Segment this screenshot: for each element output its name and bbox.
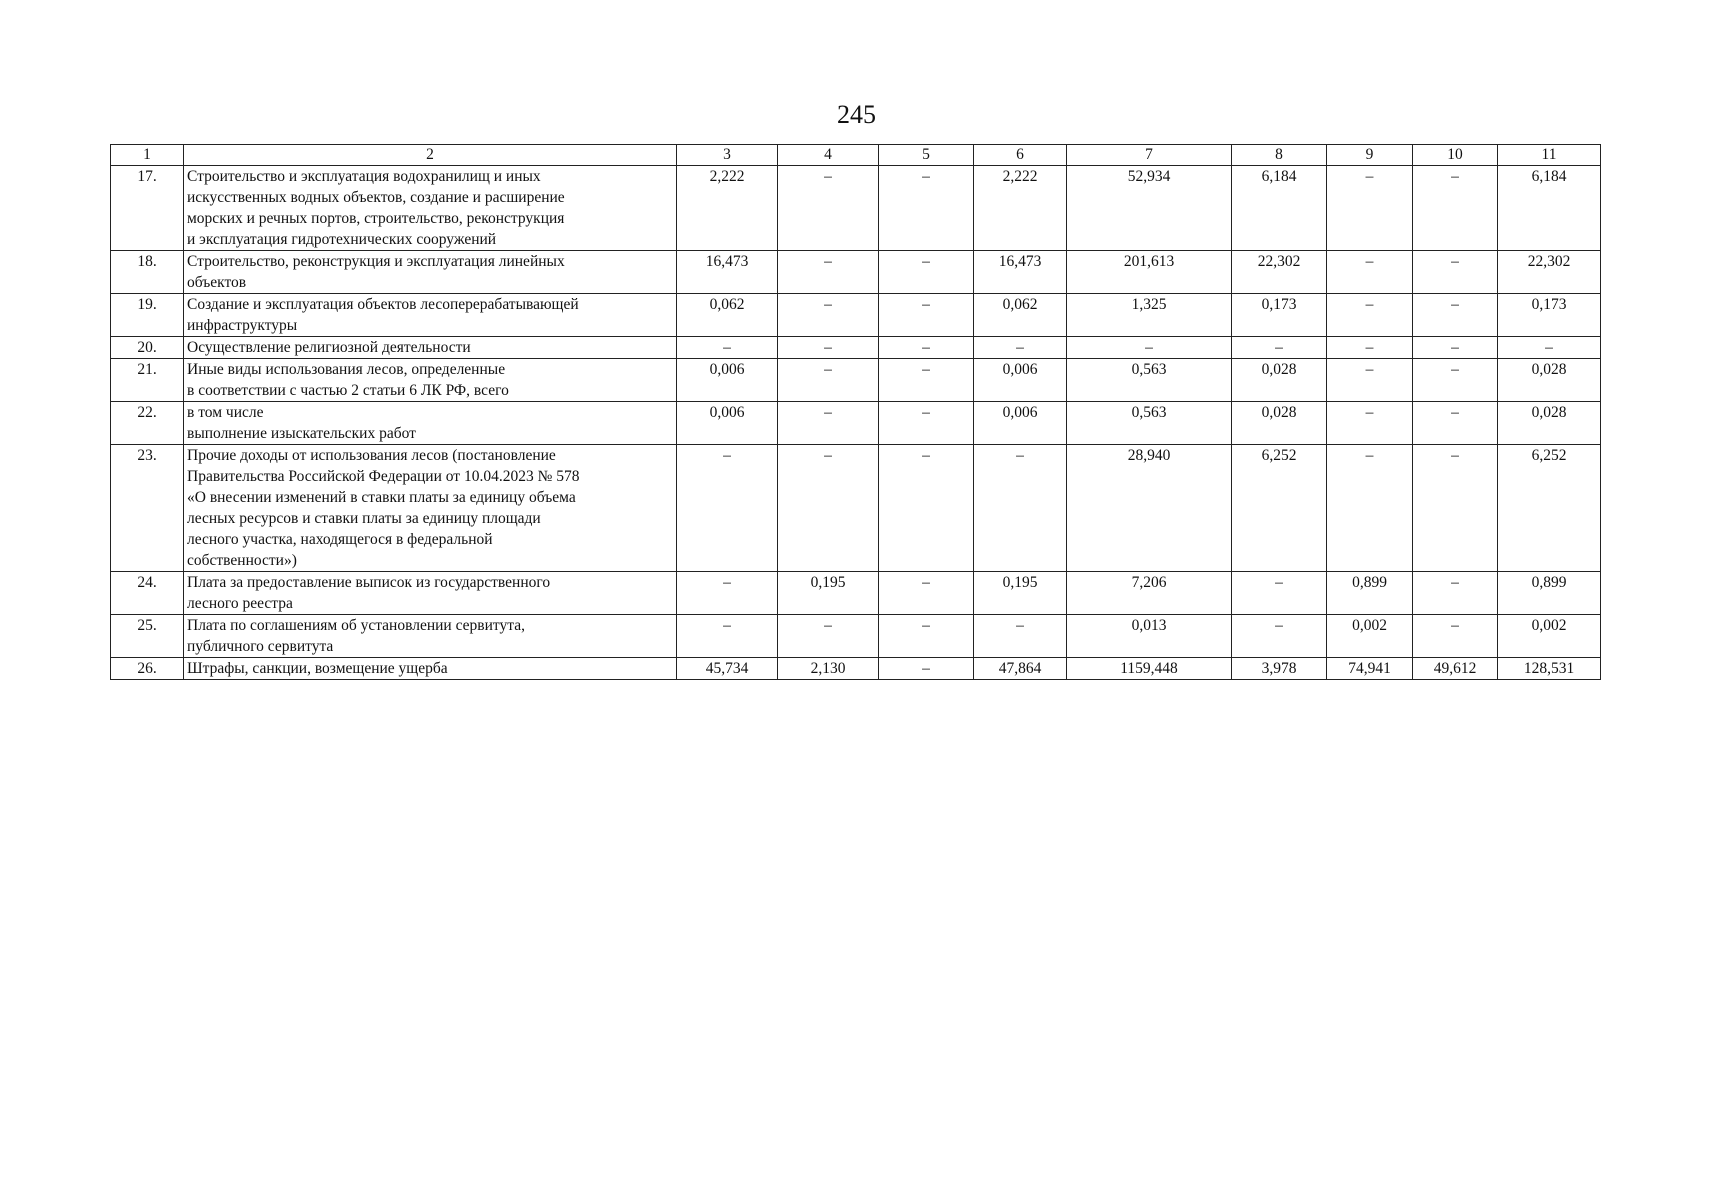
cell-col-3: – bbox=[677, 337, 778, 359]
row-name-line: «О внесении изменений в ставки платы за единицу объема bbox=[187, 489, 576, 506]
table-row bbox=[111, 658, 1601, 680]
cell-col-8: – bbox=[1232, 615, 1327, 658]
cell-col-6: – bbox=[974, 445, 1067, 572]
cell-col-5: – bbox=[879, 251, 974, 294]
cell-col-3: – bbox=[677, 445, 778, 572]
row-number: 21. bbox=[111, 359, 184, 402]
cell-col-7: 0,013 bbox=[1067, 615, 1232, 658]
cell-col-5: – bbox=[879, 572, 974, 615]
cell-col-11: 6,252 bbox=[1498, 445, 1601, 572]
table-body bbox=[111, 145, 1601, 680]
cell-col-10: – bbox=[1413, 359, 1498, 402]
cell-col-7: 52,934 bbox=[1067, 166, 1232, 251]
cell-col-4: – bbox=[778, 445, 879, 572]
row-name bbox=[184, 658, 677, 680]
cell-col-10: – bbox=[1413, 166, 1498, 251]
cell-col-8: 0,028 bbox=[1232, 402, 1327, 445]
cell-col-9: 0,002 bbox=[1327, 615, 1413, 658]
cell-col-3: 2,222 bbox=[677, 166, 778, 251]
row-name-line: Штрафы, санкции, возмещение ущерба bbox=[187, 660, 448, 677]
cell-col-9: – bbox=[1327, 445, 1413, 572]
row-name bbox=[184, 294, 677, 337]
revenue-table bbox=[110, 144, 1601, 680]
cell-col-5: – bbox=[879, 658, 974, 680]
cell-col-10: – bbox=[1413, 251, 1498, 294]
row-name-line: Строительство и эксплуатация водохранилищ и иных bbox=[187, 168, 541, 185]
row-name-line: Иные виды использования лесов, определенные bbox=[187, 361, 506, 378]
cell-col-6: – bbox=[974, 337, 1067, 359]
row-name-line: инфраструктуры bbox=[187, 317, 298, 334]
cell-col-6: 47,864 bbox=[974, 658, 1067, 680]
column-number-6: 6 bbox=[974, 145, 1067, 166]
table-row bbox=[111, 359, 1601, 402]
cell-col-10: – bbox=[1413, 337, 1498, 359]
cell-col-4: – bbox=[778, 166, 879, 251]
cell-col-10: – bbox=[1413, 615, 1498, 658]
cell-col-9: – bbox=[1327, 294, 1413, 337]
row-name-line: Осуществление религиозной деятельности bbox=[187, 339, 471, 356]
cell-col-3: 0,006 bbox=[677, 402, 778, 445]
cell-col-6: 16,473 bbox=[974, 251, 1067, 294]
cell-col-6: 2,222 bbox=[974, 166, 1067, 251]
cell-col-7: 28,940 bbox=[1067, 445, 1232, 572]
row-name-line: лесных ресурсов и ставки платы за единицу площади bbox=[187, 510, 541, 527]
cell-col-8: – bbox=[1232, 572, 1327, 615]
cell-col-6: 0,006 bbox=[974, 402, 1067, 445]
cell-col-4: 2,130 bbox=[778, 658, 879, 680]
cell-col-4: 0,195 bbox=[778, 572, 879, 615]
row-name bbox=[184, 402, 677, 445]
cell-col-4: – bbox=[778, 337, 879, 359]
table-row bbox=[111, 166, 1601, 251]
cell-col-11: – bbox=[1498, 337, 1601, 359]
cell-col-10: – bbox=[1413, 402, 1498, 445]
cell-col-11: 0,002 bbox=[1498, 615, 1601, 658]
cell-col-11: 6,184 bbox=[1498, 166, 1601, 251]
row-name bbox=[184, 251, 677, 294]
table-row bbox=[111, 445, 1601, 572]
row-name bbox=[184, 359, 677, 402]
column-number-11: 11 bbox=[1498, 145, 1601, 166]
cell-col-6: 0,195 bbox=[974, 572, 1067, 615]
cell-col-10: – bbox=[1413, 445, 1498, 572]
cell-col-11: 0,899 bbox=[1498, 572, 1601, 615]
page-number: 245 bbox=[837, 100, 876, 129]
cell-col-4: – bbox=[778, 251, 879, 294]
cell-col-9: – bbox=[1327, 166, 1413, 251]
row-name-line: Прочие доходы от использования лесов (постановление bbox=[187, 447, 556, 464]
cell-col-8: 3,978 bbox=[1232, 658, 1327, 680]
cell-col-7: – bbox=[1067, 337, 1232, 359]
table-row bbox=[111, 294, 1601, 337]
row-name-line: и эксплуатация гидротехнических сооружений bbox=[187, 231, 497, 248]
row-name-line: выполнение изыскательских работ bbox=[187, 425, 416, 442]
table-row bbox=[111, 615, 1601, 658]
column-number-9: 9 bbox=[1327, 145, 1413, 166]
column-number-1: 1 bbox=[111, 145, 184, 166]
row-name-line: собственности») bbox=[187, 552, 297, 569]
column-number-2: 2 bbox=[184, 145, 677, 166]
cell-col-5: – bbox=[879, 445, 974, 572]
table-row bbox=[111, 251, 1601, 294]
row-name bbox=[184, 572, 677, 615]
row-name-line: Плата по соглашениям об установлении сервитута, bbox=[187, 617, 525, 634]
cell-col-11: 0,028 bbox=[1498, 402, 1601, 445]
cell-col-7: 201,613 bbox=[1067, 251, 1232, 294]
row-name bbox=[184, 445, 677, 572]
cell-col-3: 0,006 bbox=[677, 359, 778, 402]
cell-col-9: 74,941 bbox=[1327, 658, 1413, 680]
row-name-line: Правительства Российской Федерации от 10.04.2023 № 578 bbox=[187, 468, 580, 485]
cell-col-4: – bbox=[778, 402, 879, 445]
row-number: 25. bbox=[111, 615, 184, 658]
table-row bbox=[111, 572, 1601, 615]
cell-col-11: 0,028 bbox=[1498, 359, 1601, 402]
cell-col-7: 1159,448 bbox=[1067, 658, 1232, 680]
row-number: 23. bbox=[111, 445, 184, 572]
cell-col-6: – bbox=[974, 615, 1067, 658]
table-row bbox=[111, 402, 1601, 445]
row-number: 24. bbox=[111, 572, 184, 615]
cell-col-5: – bbox=[879, 166, 974, 251]
cell-col-3: – bbox=[677, 615, 778, 658]
cell-col-10: – bbox=[1413, 572, 1498, 615]
row-name bbox=[184, 166, 677, 251]
row-name-line: в том числе bbox=[187, 404, 264, 421]
column-number-row bbox=[111, 145, 1601, 166]
cell-col-5: – bbox=[879, 337, 974, 359]
row-name-line: морских и речных портов, строительство, реконструкция bbox=[187, 210, 565, 227]
row-name-line: Строительство, реконструкция и эксплуатация линейных bbox=[187, 253, 565, 270]
row-number: 26. bbox=[111, 658, 184, 680]
cell-col-6: 0,006 bbox=[974, 359, 1067, 402]
cell-col-11: 0,173 bbox=[1498, 294, 1601, 337]
cell-col-8: 22,302 bbox=[1232, 251, 1327, 294]
cell-col-9: 0,899 bbox=[1327, 572, 1413, 615]
row-name-line: Создание и эксплуатация объектов лесоперерабатывающей bbox=[187, 296, 579, 313]
cell-col-6: 0,062 bbox=[974, 294, 1067, 337]
row-name-line: лесного участка, находящегося в федеральной bbox=[187, 531, 493, 548]
cell-col-9: – bbox=[1327, 359, 1413, 402]
column-number-8: 8 bbox=[1232, 145, 1327, 166]
column-number-4: 4 bbox=[778, 145, 879, 166]
cell-col-8: 0,028 bbox=[1232, 359, 1327, 402]
row-number: 22. bbox=[111, 402, 184, 445]
cell-col-3: 16,473 bbox=[677, 251, 778, 294]
column-number-5: 5 bbox=[879, 145, 974, 166]
cell-col-10: 49,612 bbox=[1413, 658, 1498, 680]
cell-col-10: – bbox=[1413, 294, 1498, 337]
table-row bbox=[111, 337, 1601, 359]
cell-col-4: – bbox=[778, 294, 879, 337]
cell-col-9: – bbox=[1327, 402, 1413, 445]
cell-col-7: 0,563 bbox=[1067, 359, 1232, 402]
cell-col-9: – bbox=[1327, 337, 1413, 359]
cell-col-8: 6,184 bbox=[1232, 166, 1327, 251]
row-number: 20. bbox=[111, 337, 184, 359]
cell-col-8: – bbox=[1232, 337, 1327, 359]
cell-col-5: – bbox=[879, 615, 974, 658]
cell-col-11: 128,531 bbox=[1498, 658, 1601, 680]
cell-col-5: – bbox=[879, 402, 974, 445]
cell-col-4: – bbox=[778, 359, 879, 402]
cell-col-5: – bbox=[879, 359, 974, 402]
cell-col-5: – bbox=[879, 294, 974, 337]
row-number: 18. bbox=[111, 251, 184, 294]
cell-col-7: 0,563 bbox=[1067, 402, 1232, 445]
row-name bbox=[184, 615, 677, 658]
column-number-3: 3 bbox=[677, 145, 778, 166]
cell-col-3: 0,062 bbox=[677, 294, 778, 337]
cell-col-4: – bbox=[778, 615, 879, 658]
cell-col-3: 45,734 bbox=[677, 658, 778, 680]
cell-col-3: – bbox=[677, 572, 778, 615]
column-number-7: 7 bbox=[1067, 145, 1232, 166]
cell-col-8: 6,252 bbox=[1232, 445, 1327, 572]
row-name-line: лесного реестра bbox=[187, 595, 293, 612]
row-name-line: искусственных водных объектов, создание и расширение bbox=[187, 189, 565, 206]
row-number: 17. bbox=[111, 166, 184, 251]
row-name-line: Плата за предоставление выписок из государственного bbox=[187, 574, 551, 591]
cell-col-7: 1,325 bbox=[1067, 294, 1232, 337]
row-name-line: объектов bbox=[187, 274, 247, 291]
cell-col-7: 7,206 bbox=[1067, 572, 1232, 615]
cell-col-8: 0,173 bbox=[1232, 294, 1327, 337]
row-name-line: в соответствии с частью 2 статьи 6 ЛК РФ, всего bbox=[187, 382, 509, 399]
row-name bbox=[184, 337, 677, 359]
cell-col-9: – bbox=[1327, 251, 1413, 294]
cell-col-11: 22,302 bbox=[1498, 251, 1601, 294]
row-number: 19. bbox=[111, 294, 184, 337]
column-number-10: 10 bbox=[1413, 145, 1498, 166]
row-name-line: публичного сервитута bbox=[187, 638, 334, 655]
